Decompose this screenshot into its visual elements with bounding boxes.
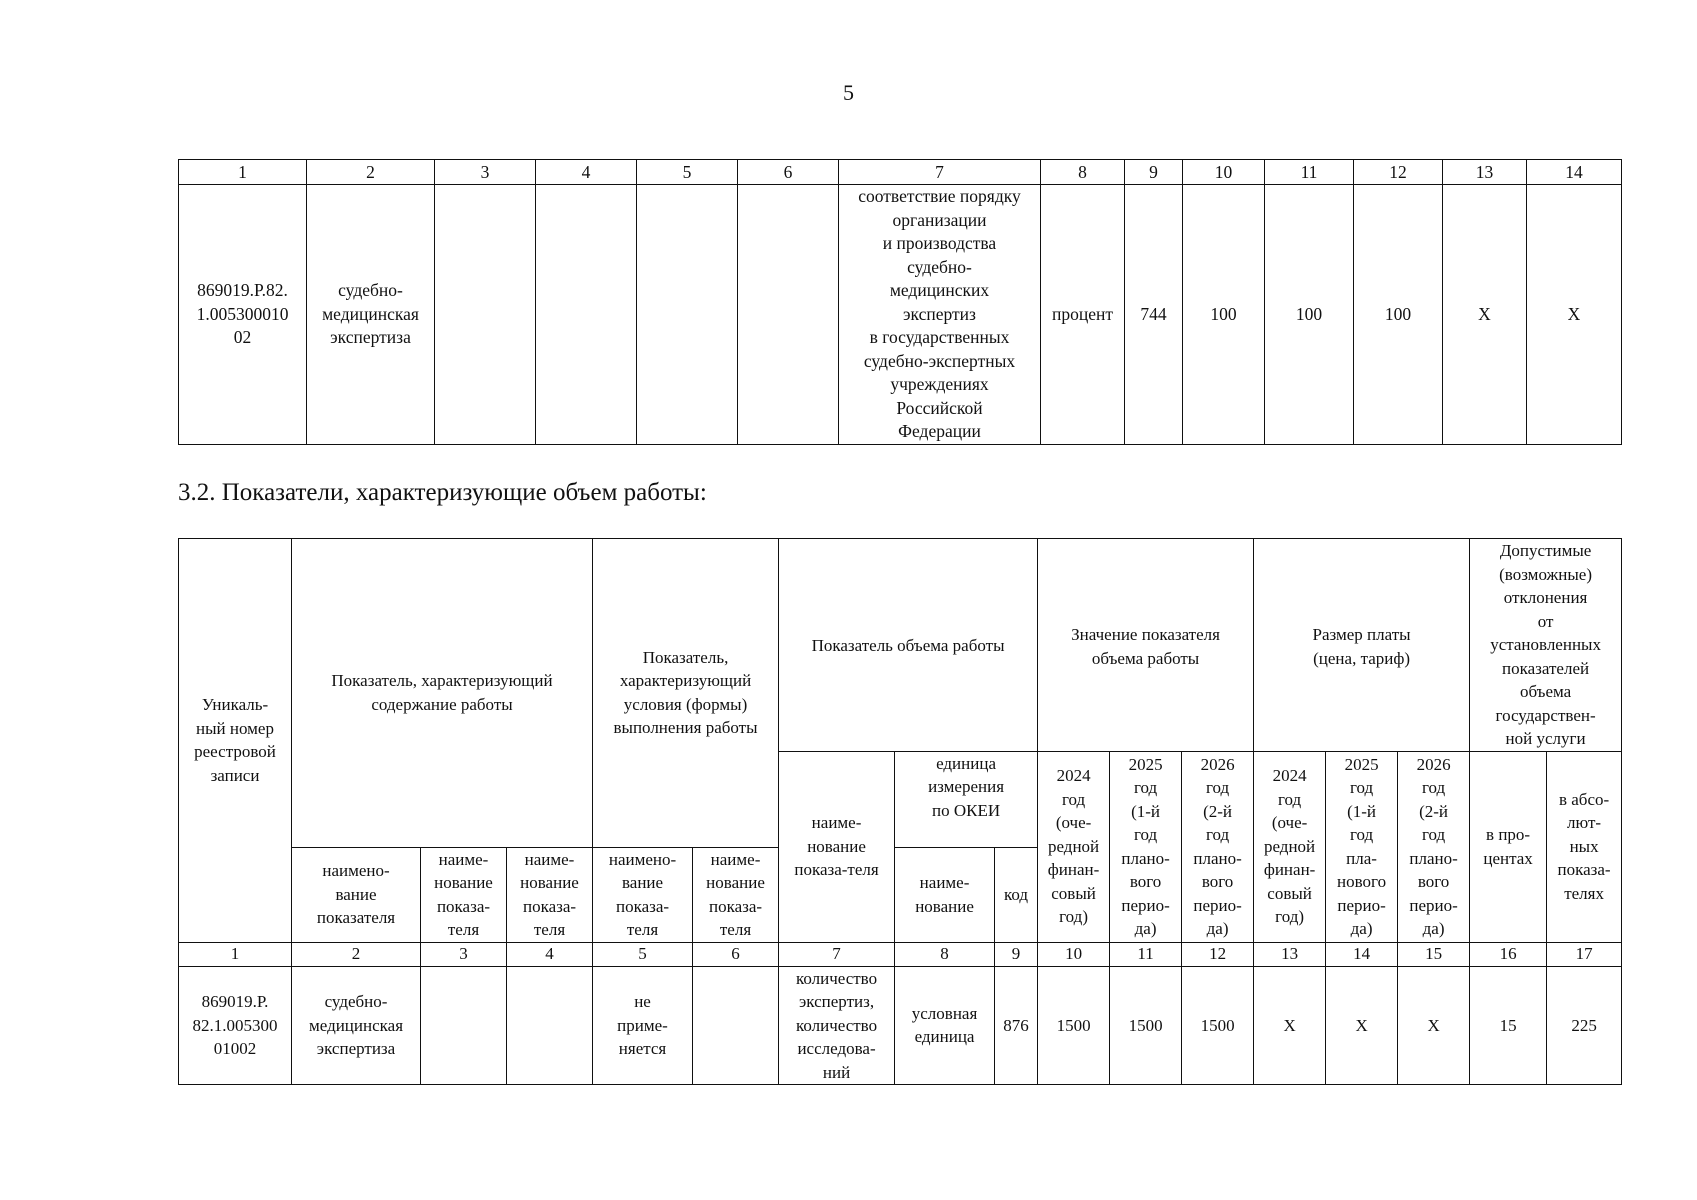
unit-group-header: единица измерения по ОКЕИ xyxy=(895,751,1038,847)
fee-2024: X xyxy=(1254,966,1326,1085)
condition-indicator: не приме- няется xyxy=(593,966,693,1085)
column-number: 7 xyxy=(839,160,1041,185)
value-2026: 100 xyxy=(1354,185,1443,445)
column-number: 17 xyxy=(1547,942,1622,966)
column-number: 12 xyxy=(1182,942,1254,966)
column-number: 1 xyxy=(179,942,292,966)
table-row xyxy=(179,966,1622,1085)
column-number: 15 xyxy=(1398,942,1470,966)
unit-name: условная единица xyxy=(895,966,995,1085)
content-group-header: Показатель, характеризующий содержание работы xyxy=(292,539,593,848)
fee-2026-header: 2026 год (2-й год плано- вого перио- да) xyxy=(1398,751,1470,942)
deviation-percent: X xyxy=(1443,185,1527,445)
content-indicator: судебно- медицинская экспертиза xyxy=(307,185,435,445)
column-number: 4 xyxy=(536,160,637,185)
deviation-absolute-header: в абсо- лют- ных показа- телях xyxy=(1547,751,1622,942)
empty-cell xyxy=(693,966,779,1085)
registry-number: 869019.Р. 82.1.005300 01002 xyxy=(179,966,292,1085)
column-number: 4 xyxy=(507,942,593,966)
column-number: 8 xyxy=(1041,160,1125,185)
column-number: 13 xyxy=(1254,942,1326,966)
column-number: 6 xyxy=(693,942,779,966)
fee-2024-header: 2024 год (оче- редной финан- совый год) xyxy=(1254,751,1326,942)
column-number: 3 xyxy=(421,942,507,966)
registry-header: Уникаль- ный номер реестровой записи xyxy=(179,539,292,943)
volume-indicator-name: количество экспертиз, количество исследова- ний xyxy=(779,966,895,1085)
column-number: 8 xyxy=(895,942,995,966)
column-number: 9 xyxy=(995,942,1038,966)
content-indicator: судебно- медицинская экспертиза xyxy=(292,966,421,1085)
fee-2025-header: 2025 год (1-й год пла- нового перио- да) xyxy=(1326,751,1398,942)
value-2025: 100 xyxy=(1265,185,1354,445)
year-2026-header: 2026 год (2-й год плано- вого перио- да) xyxy=(1182,751,1254,942)
conditions-group-header: Показатель, характеризующий условия (формы) выполнения работы xyxy=(593,539,779,848)
column-number: 1 xyxy=(179,160,307,185)
deviation-percent: 15 xyxy=(1470,966,1547,1085)
unit-code: 876 xyxy=(995,966,1038,1085)
column-number: 11 xyxy=(1110,942,1182,966)
column-number: 16 xyxy=(1470,942,1547,966)
unit-code: 744 xyxy=(1125,185,1183,445)
indicator-name-header: наимено- вание показа- теля xyxy=(593,847,693,942)
column-number: 10 xyxy=(1183,160,1265,185)
column-number: 14 xyxy=(1527,160,1622,185)
deviation-percent-header: в про- центах xyxy=(1470,751,1547,942)
deviation-absolute: 225 xyxy=(1547,966,1622,1085)
page-number: 5 xyxy=(843,80,854,105)
empty-cell xyxy=(536,185,637,445)
column-number: 12 xyxy=(1354,160,1443,185)
registry-number: 869019.Р.82. 1.005300010 02 xyxy=(179,185,307,445)
column-number: 2 xyxy=(307,160,435,185)
column-number-row xyxy=(179,942,1622,966)
fee-2025: X xyxy=(1326,966,1398,1085)
volume-name-header: наиме- нование показа-теля xyxy=(779,751,895,942)
table-row xyxy=(179,185,1622,445)
fee-group-header: Размер платы (цена, тариф) xyxy=(1254,539,1470,752)
year-2024-header: 2024 год (оче- редной финан- совый год) xyxy=(1038,751,1110,942)
column-number: 14 xyxy=(1326,942,1398,966)
column-number: 6 xyxy=(738,160,839,185)
value-2024: 100 xyxy=(1183,185,1265,445)
column-number: 2 xyxy=(292,942,421,966)
column-number: 9 xyxy=(1125,160,1183,185)
value-2024: 1500 xyxy=(1038,966,1110,1085)
unit-name: процент xyxy=(1041,185,1125,445)
volume-group-header: Показатель объема работы xyxy=(779,539,1038,752)
indicator-name-header: наиме- нование показа- теля xyxy=(507,847,593,942)
empty-cell xyxy=(421,966,507,1085)
value-2026: 1500 xyxy=(1182,966,1254,1085)
column-number: 11 xyxy=(1265,160,1354,185)
unit-code-header: код xyxy=(995,847,1038,942)
section-title: 3.2. Показатели, характеризующие объем работы: xyxy=(178,479,707,506)
column-number: 5 xyxy=(593,942,693,966)
empty-cell xyxy=(637,185,738,445)
column-number: 7 xyxy=(779,942,895,966)
indicators-table-continued xyxy=(178,159,1622,445)
column-number: 5 xyxy=(637,160,738,185)
empty-cell xyxy=(507,966,593,1085)
unit-name-header: наиме- нование xyxy=(895,847,995,942)
indicator-name-header: наиме- нование показа- теля xyxy=(421,847,507,942)
column-number: 3 xyxy=(435,160,536,185)
empty-cell xyxy=(435,185,536,445)
header-row-groups xyxy=(179,539,1622,752)
value-group-header: Значение показателя объема работы xyxy=(1038,539,1254,752)
indicator-name-header: наимено- вание показателя xyxy=(292,847,421,942)
volume-indicators-table xyxy=(178,538,1622,1085)
column-number: 10 xyxy=(1038,942,1110,966)
empty-cell xyxy=(738,185,839,445)
fee-2026: X xyxy=(1398,966,1470,1085)
column-number-row xyxy=(179,160,1622,185)
column-number: 13 xyxy=(1443,160,1527,185)
year-2025-header: 2025 год (1-й год плано- вого перио- да) xyxy=(1110,751,1182,942)
value-2025: 1500 xyxy=(1110,966,1182,1085)
deviation-group-header: Допустимые (возможные) отклонения от установленных показателей объема государствен- ной услуги xyxy=(1470,539,1622,752)
quality-indicator-name: соответствие порядку организации и производства судебно- медицинских экспертиз в государственных судебно-экспертных учреждениях Российской Федерации xyxy=(839,185,1041,445)
indicator-name-header: наиме- нование показа- теля xyxy=(693,847,779,942)
deviation-absolute: X xyxy=(1527,185,1622,445)
